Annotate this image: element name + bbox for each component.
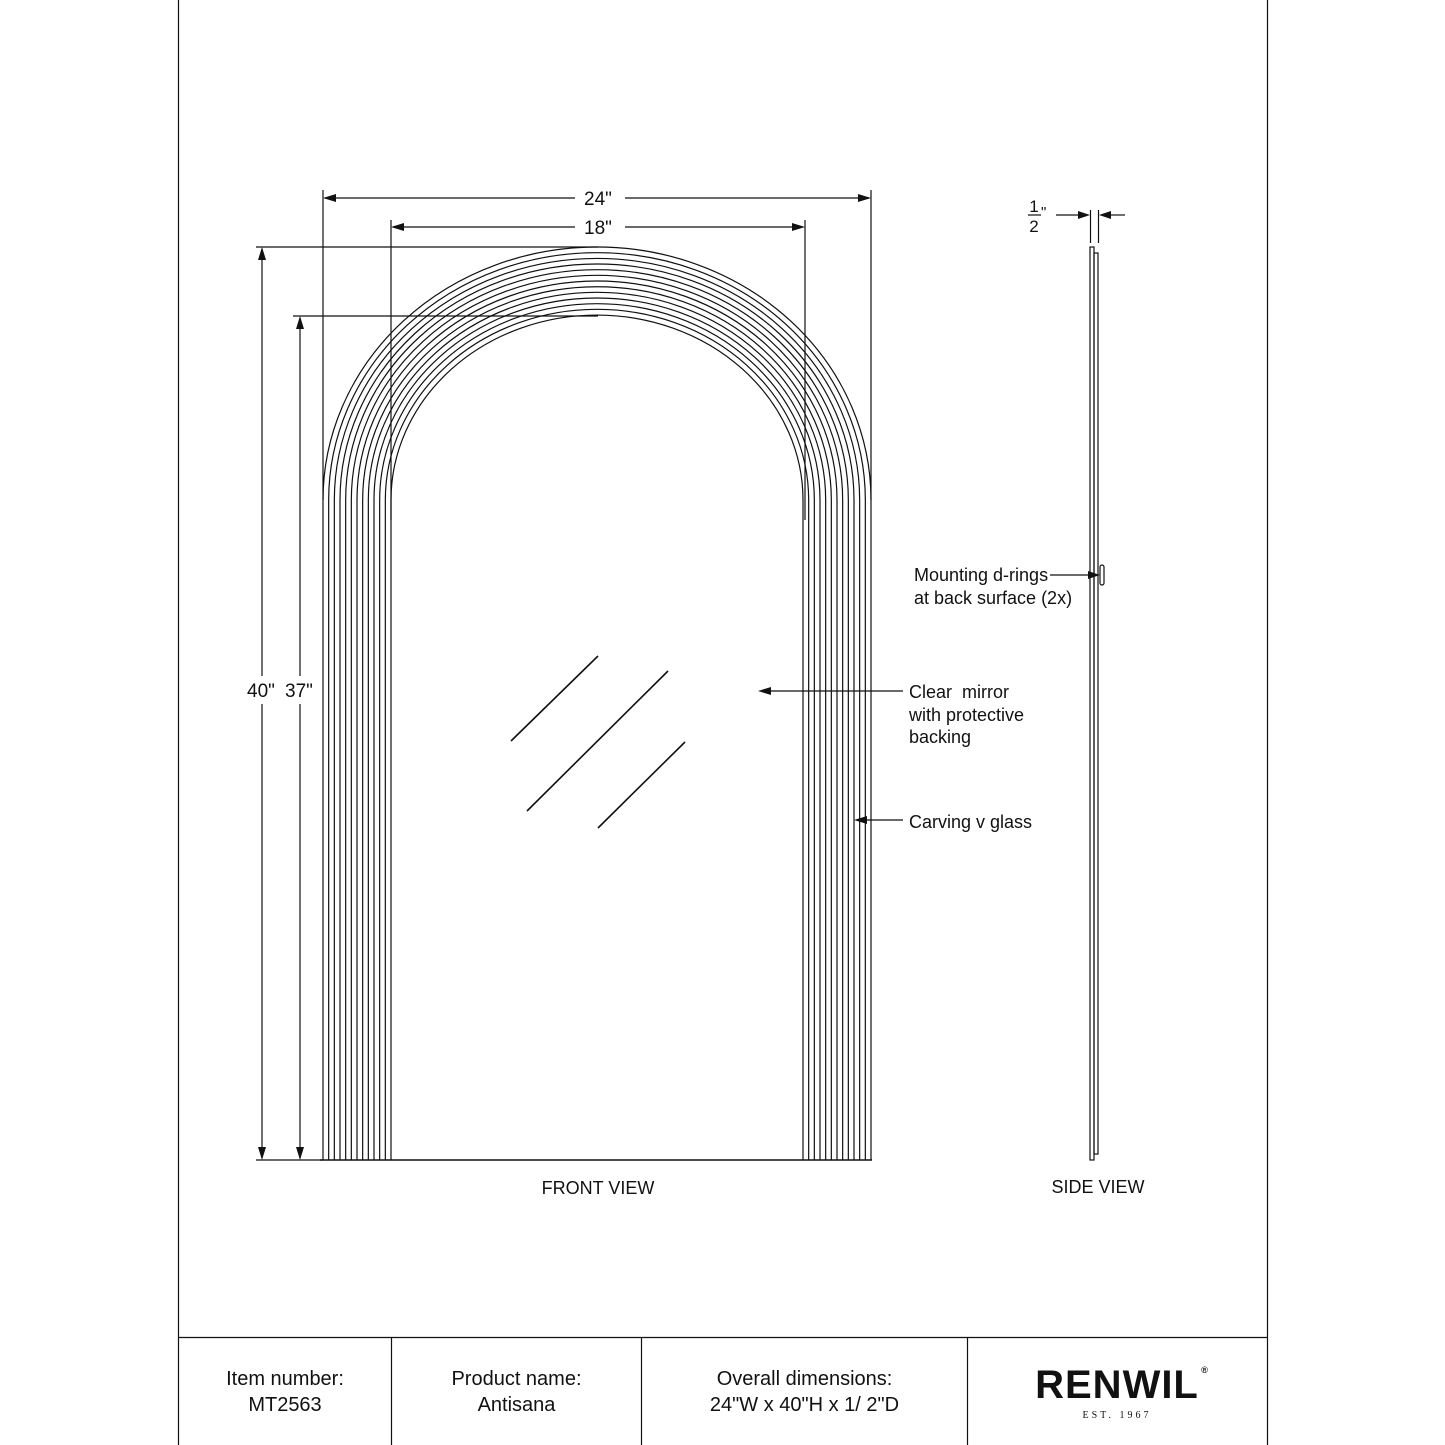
product-name-value: Antisana	[477, 1394, 556, 1416]
item-number-label: Item number:	[226, 1368, 344, 1390]
d-ring-callout-line1: Mounting d-rings	[914, 565, 1049, 585]
carving-callout	[854, 812, 1032, 832]
inner-height-dimension	[285, 316, 598, 1160]
item-number-cell	[179, 1339, 391, 1445]
product-name-label: Product name:	[451, 1368, 582, 1390]
side-view	[1028, 197, 1125, 1160]
arch-groove	[385, 309, 808, 1160]
mirror-callout	[758, 682, 1024, 747]
depth-fraction-denominator: 2	[1029, 217, 1039, 236]
depth-fraction-unit: "	[1041, 204, 1047, 221]
arch-groove	[357, 281, 837, 1160]
mirror-callout-line2: with protective	[909, 705, 1025, 725]
arch-groove	[340, 264, 854, 1160]
brand-established: EST. 1967	[1082, 1410, 1152, 1421]
brand-wordmark: RENWIL ®	[1035, 1363, 1209, 1407]
item-number-value: MT2563	[248, 1394, 322, 1416]
arch-groove	[380, 304, 815, 1160]
product-name-cell	[392, 1339, 641, 1445]
depth-fraction-numerator: 1	[1029, 197, 1039, 216]
mirror-callout-line1: Clear mirror	[909, 682, 1010, 702]
arch-groove	[323, 247, 871, 1160]
brand-logo	[968, 1339, 1266, 1445]
overall-dimensions-value: 24"W x 40"H x 1/ 2"D	[709, 1394, 900, 1416]
overall-dimensions-label: Overall dimensions:	[716, 1368, 893, 1390]
arch-groove	[363, 287, 832, 1160]
d-ring-callout-line2: at back surface (2x)	[914, 588, 1073, 608]
registered-mark: ®	[1201, 1365, 1209, 1375]
side-view-label: SIDE VIEW	[1051, 1177, 1145, 1197]
arch-groove	[334, 258, 859, 1160]
arch-groove	[351, 275, 842, 1160]
arch-groove	[368, 292, 825, 1160]
overall-height-label: 40"	[247, 681, 275, 702]
inner-width-label: 18"	[584, 218, 612, 239]
d-ring-callout	[914, 565, 1100, 608]
arch-groove	[374, 298, 820, 1160]
inner-height-label: 37"	[285, 681, 313, 702]
arch-groove	[329, 253, 866, 1160]
carving-callout-text: Carving v glass	[909, 812, 1033, 832]
mirror-callout-line3: backing	[909, 727, 972, 747]
mirror-reflection-glints	[511, 656, 685, 828]
arch-grooves	[323, 247, 871, 1160]
front-view-label: FRONT VIEW	[541, 1178, 655, 1198]
arch-groove	[391, 315, 803, 1160]
overall-width-label: 24"	[584, 189, 612, 210]
overall-dimensions-cell	[642, 1339, 967, 1445]
